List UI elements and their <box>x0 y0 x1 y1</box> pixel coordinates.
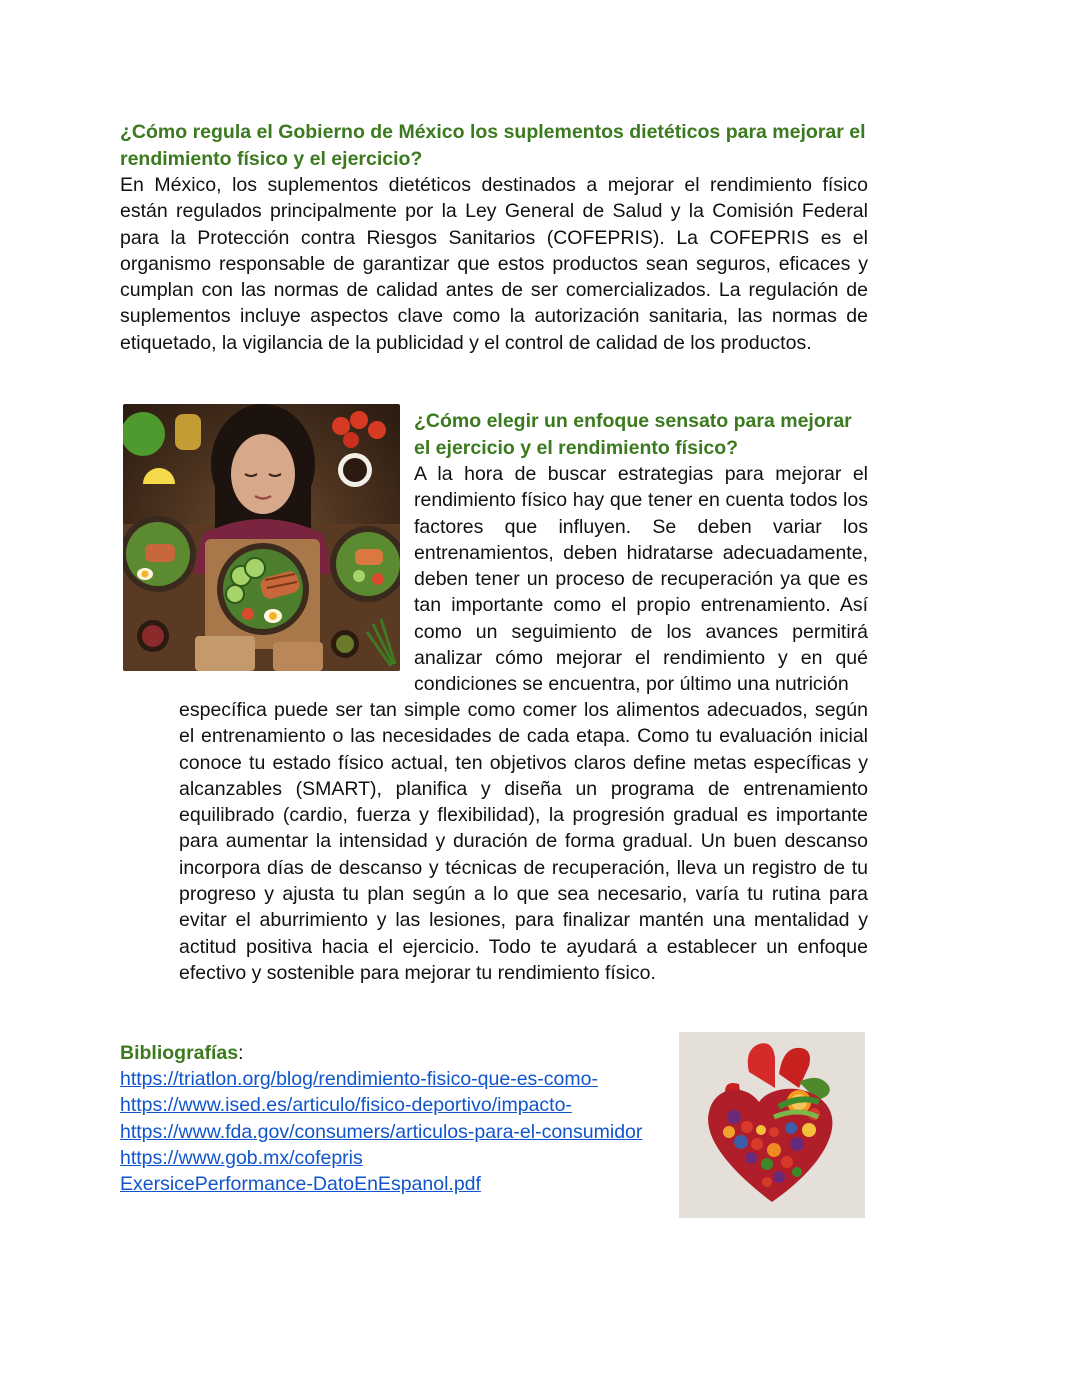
section-regulation <box>120 119 868 356</box>
healthy-food-photo <box>123 404 400 671</box>
section2-body-part2: específica puede ser tan simple como comer los alimentos adecuados, según el entrenamiento o las necesidades de cada etapa. Como tu evaluación inicial conoce tu estado físico actual, ten objetivos claros define metas específicas y alcanzables (SMART), planifica y diseña un programa de entrenamiento equilibrado (cardio, fuerza y flexibilidad), la progresión gradual es importante para aumentar la intensidad y duración de forma gradual. Un buen descanso incorpora días de descanso y técnicas de recuperación, lleva un registro de tu progreso y ajusta tu plan según a lo que sea necesario, varía tu rutina para evitar el aburrimiento y las lesiones, para finalizar mantén una mentalidad y actitud positiva hacia el ejercicio. Todo te ayudará a establecer un enfoque efectivo y sostenible para mejorar tu rendimiento físico. <box>179 699 868 984</box>
section2-heading: ¿Cómo elegir un enfoque sensato para mejorar el ejercicio y el rendimiento físico? <box>414 410 852 459</box>
section1-body: En México, los suplementos dietéticos destinados a mejorar el rendimiento físico están regulados principalmente por la Ley General de Salud y la Comisión Federal para la Protección contra Riesgos Sanitarios (COFEPRIS). La COFEPRIS es el organismo responsable de garantizar que estos productos sean seguros, eficaces y cumplan con las normas de calidad antes de ser comercializados. La regulación de suplementos incluye aspectos clave como la autorización sanitaria, las normas de etiquetado, la vigilancia de la publicidad y el control de calidad de los productos. <box>120 174 868 354</box>
section1-heading: ¿Cómo regula el Gobierno de México los suplementos dietéticos para mejorar el rendimiento físico y el ejercicio? <box>120 121 866 170</box>
bibliography-link[interactable]: https://www.ised.es/articulo/fisico-deportivo/impacto- <box>120 1094 572 1117</box>
bibliography <box>120 1040 680 1197</box>
section2-body-part1: A la hora de buscar estrategias para mejorar el rendimiento físico hay que tener en cuenta todos los factores que influyen. Se deben variar los entrenamientos, deben hidratarse adecuadamente, deben tener un proceso de recuperación ya que es tan importante como el propio entrenamiento. Así como un seguimiento de los avances permitirá analizar cómo mejorar el rendimiento y en qué condiciones se encuentra, por último una nutrición <box>414 463 868 696</box>
bibliography-link[interactable]: https://www.gob.mx/cofepris <box>120 1146 363 1169</box>
bibliography-title: Bibliografías: <box>120 1042 244 1064</box>
bibliography-link[interactable]: ExersicePerformance-DatoEnEspanol.pdf <box>120 1173 481 1196</box>
bibliography-link[interactable]: https://triatlon.org/blog/rendimiento-fisico-que-es-como- <box>120 1068 598 1090</box>
section-approach <box>414 408 868 698</box>
section-approach-continued <box>179 697 868 986</box>
fruit-heart-image <box>679 1032 865 1218</box>
bibliography-link[interactable]: https://www.fda.gov/consumers/articulos-para-el-consumidor <box>120 1120 643 1143</box>
